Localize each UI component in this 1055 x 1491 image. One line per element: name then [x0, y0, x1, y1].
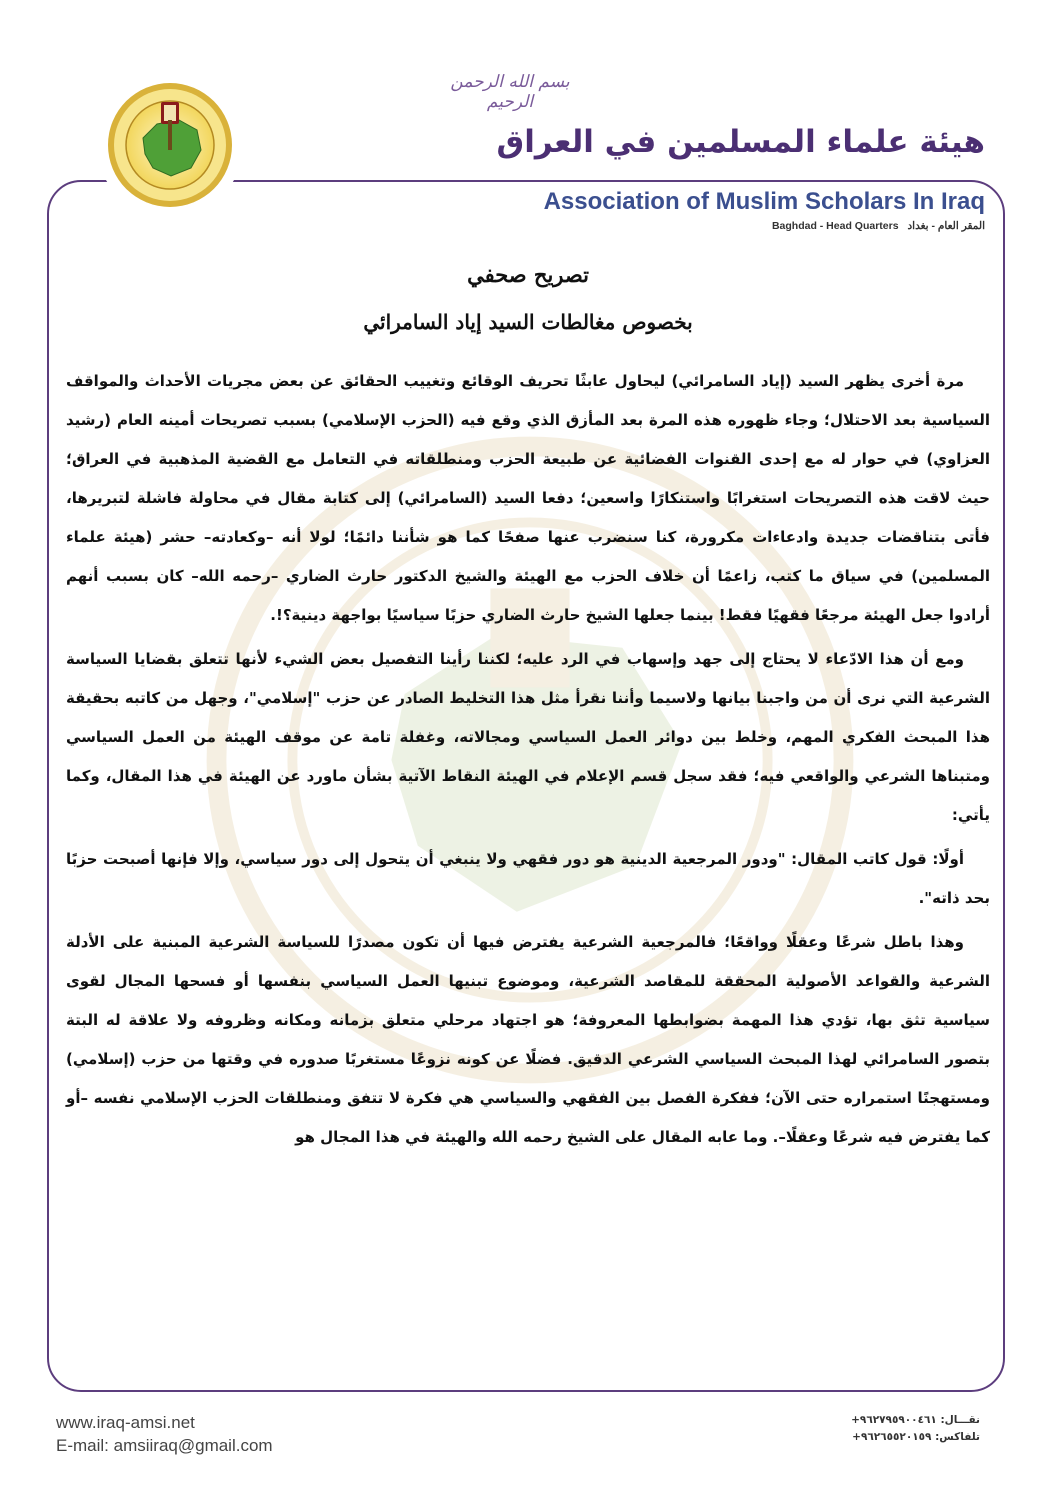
document-body: [66, 362, 990, 1372]
organization-name-arabic: هيئة علماء المسلمين في العراق: [496, 124, 985, 160]
organization-name-english: Association of Muslim Scholars In Iraq: [543, 188, 985, 215]
mobile-number: نقـــال: ٩٦٢٧٩٥٩٠٠٤٦١+: [851, 1414, 980, 1426]
paragraph: مرة أخرى يظهر السيد (إياد السامرائي) ليحاول عابثًا تحريف الوقائع وتغييب الحقائق عن بعض مجريات الأحداث والمواقف السياسية بعد الاحتلال؛ وجاء ظهوره هذه المرة بعد المأزق الذي وقع فيه (الحزب الإسلامي) بسبب تصريحات أمينه العام (رشيد العزاوي) في حوار له مع إحدى القنوات الفضائية عن طبيعة الحزب ومنطلقاته في التعامل مع القضية المذهبية في العراق؛ حيث لاقت هذه التصريحات استغرابًا واستنكارًا واسعين؛ دفعا السيد (السامرائي) إلى كتابة مقال في محاولة فاشلة لتبريرها، فأتى بتناقضات جديدة وادعاءات مكرورة، كنا سنضرب عنها صفحًا كما هو شأننا دائمًا؛ لولا أنه –وكعادته– حشر (هيئة علماء المسلمين) في سياق ما كتب، زاعمًا أن خلاف الحزب مع الهيئة والشيخ الدكتور حارث الضاري –رحمه الله– كان بسبب أنهم أرادوا جعل الهيئة مرجعًا فقهيًا فقط! بينما جعلها الشيخ حارث الضاري حزبًا سياسيًا بواجهة دينية؟!.: [66, 372, 990, 624]
fax-number: تلفاكس: ٩٦٢٦٥٥٢٠١٥٩+: [852, 1431, 980, 1443]
organization-seal-icon: [105, 80, 235, 210]
basmala: بسم الله الرحمن الرحيم: [450, 72, 570, 112]
paragraph: أولًا: قول كاتب المقال: "ودور المرجعية الدينية هو دور فقهي ولا ينبغي أن يتحول إلى دور سياسي، وإلا فإنها أصبحت حزبًا بحد ذاته".: [66, 850, 990, 907]
document-title: تصريح صحفي: [467, 262, 589, 287]
website-link[interactable]: www.iraq-amsi.net: [56, 1413, 195, 1432]
headquarters-arabic: المقر العام - بغداد: [907, 220, 985, 232]
footer-contact: [56, 1411, 273, 1457]
document-subtitle: بخصوص مغالطات السيد إياد السامرائي: [363, 310, 693, 334]
logo: [97, 72, 243, 218]
footer-phones: [851, 1412, 980, 1446]
headquarters-english: Baghdad - Head Quarters: [771, 220, 899, 232]
headquarters-label: [772, 220, 985, 232]
paragraph: ومع أن هذا الادّعاء لا يحتاج إلى جهد وإسهاب في الرد عليه؛ لكننا رأينا التفصيل بعض الشيء لأنها تتعلق بقضايا السياسة الشرعية التي نرى أن من واجبنا بيانها ولاسيما وأننا نقرأ مثل هذا التخليط الصادر عن حزب "إسلامي"، وجهل من كاتبه بحقيقة هذا المبحث الفكري المهم، وخلط بين دوائر العمل السياسي ومجالاته، وغفلة تامة عن موقف الهيئة من العمل السياسي ومتبناها الشرعي والواقعي فيه؛ فقد سجل قسم الإعلام في الهيئة النقاط الآتية بشأن ماورد عن الهيئة في هذا المقال، وكما يأتي:: [66, 650, 990, 824]
paragraph: وهذا باطل شرعًا وعقلًا وواقعًا؛ فالمرجعية الشرعية يفترض فيها أن تكون مصدرًا للسياسة الشرعية المبنية على الأدلة الشرعية والقواعد الأصولية المحققة للمقاصد الشرعية، وموضوع تبنيها العمل السياسي بنفسها أو فسحها المجال لقوى سياسية تثق بها، تؤدي هذا المهمة بضوابطها المعروفة؛ هو اجتهاد مرحلي متعلق بزمانه ومكانه وظروفه ولا علاقة له البتة بتصور السامرائي لهذا المبحث السياسي الشرعي الدقيق. فضلًا عن كونه نزوعًا مستغربًا صدوره في وقتها من حزب (إسلامي) ومستهجنًا استمراره حتى الآن؛ ففكرة الفصل بين الفقهي والسياسي هي فكرة لا تتفق ومنطلقات الحزب الإسلامي نفسه –أو كما يفترض فيه شرعًا وعقلًا–. وما عابه المقال على الشيخ رحمه الله والهيئة في هذا المجال هو: [66, 933, 990, 1146]
email-link[interactable]: E-mail: amsiiraq@gmail.com: [56, 1436, 273, 1455]
